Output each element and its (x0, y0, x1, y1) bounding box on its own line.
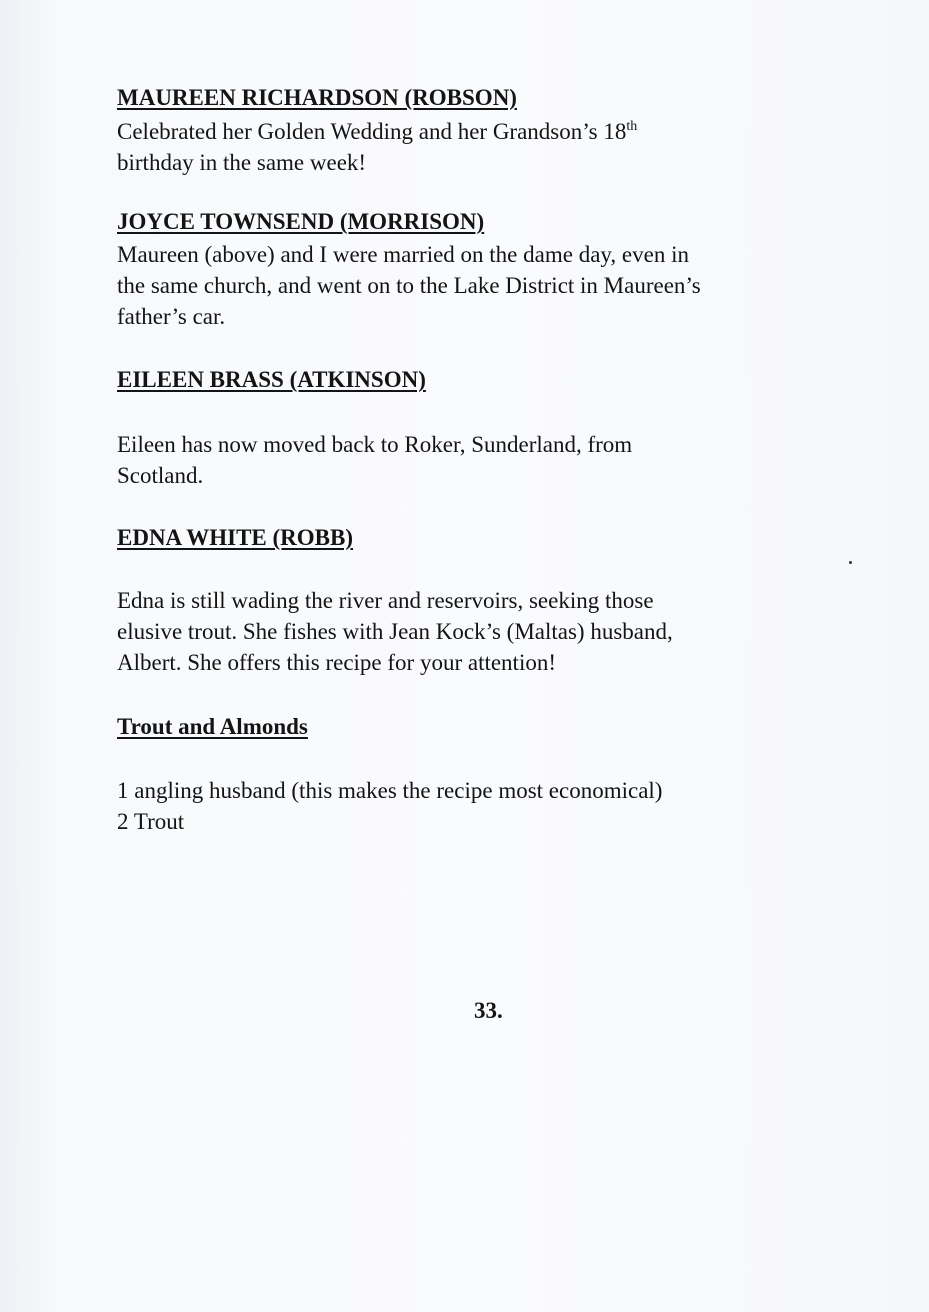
body-line: Edna is still wading the river and reservoirs, seeking those (117, 588, 654, 613)
body-line: father’s car. (117, 304, 226, 329)
body-line: Albert. She offers this recipe for your attention! (117, 650, 556, 675)
ordinal-superscript: th (626, 119, 638, 134)
section-body-eileen-brass (117, 429, 817, 491)
page-number: 33. (474, 998, 503, 1023)
section-heading-edna-white: EDNA WHITE (ROBB) (117, 525, 354, 550)
section-heading-eileen-brass: EILEEN BRASS (ATKINSON) (117, 367, 426, 392)
body-line: Eileen has now moved back to Roker, Sunderland, from (117, 432, 633, 457)
body-line: elusive trout. She fishes with Jean Kock’s (Maltas) husband, (117, 619, 673, 644)
recipe-ingredients (117, 775, 817, 837)
scan-speck (849, 561, 852, 564)
ingredient-item: 1 angling husband (this makes the recipe most economical) (117, 778, 663, 803)
body-line (117, 116, 817, 147)
section-body-joyce-townsend (117, 239, 817, 332)
body-line: birthday in the same week! (117, 150, 367, 175)
body-line: Maureen (above) and I were married on the dame day, even in (117, 242, 689, 267)
body-line-text: Celebrated her Golden Wedding and her Grandson’s 18 (117, 119, 627, 144)
body-line: the same church, and went on to the Lake District in Maureen’s (117, 273, 701, 298)
body-line: Scotland. (117, 463, 204, 488)
section-heading-maureen-richardson: MAUREEN RICHARDSON (ROBSON) (117, 85, 517, 110)
section-body-edna-white (117, 585, 817, 678)
recipe-title: Trout and Almonds (117, 714, 308, 739)
section-body-maureen-richardson (117, 116, 817, 178)
section-heading-joyce-townsend: JOYCE TOWNSEND (MORRISON) (117, 209, 485, 234)
ingredient-item: 2 Trout (117, 809, 185, 834)
